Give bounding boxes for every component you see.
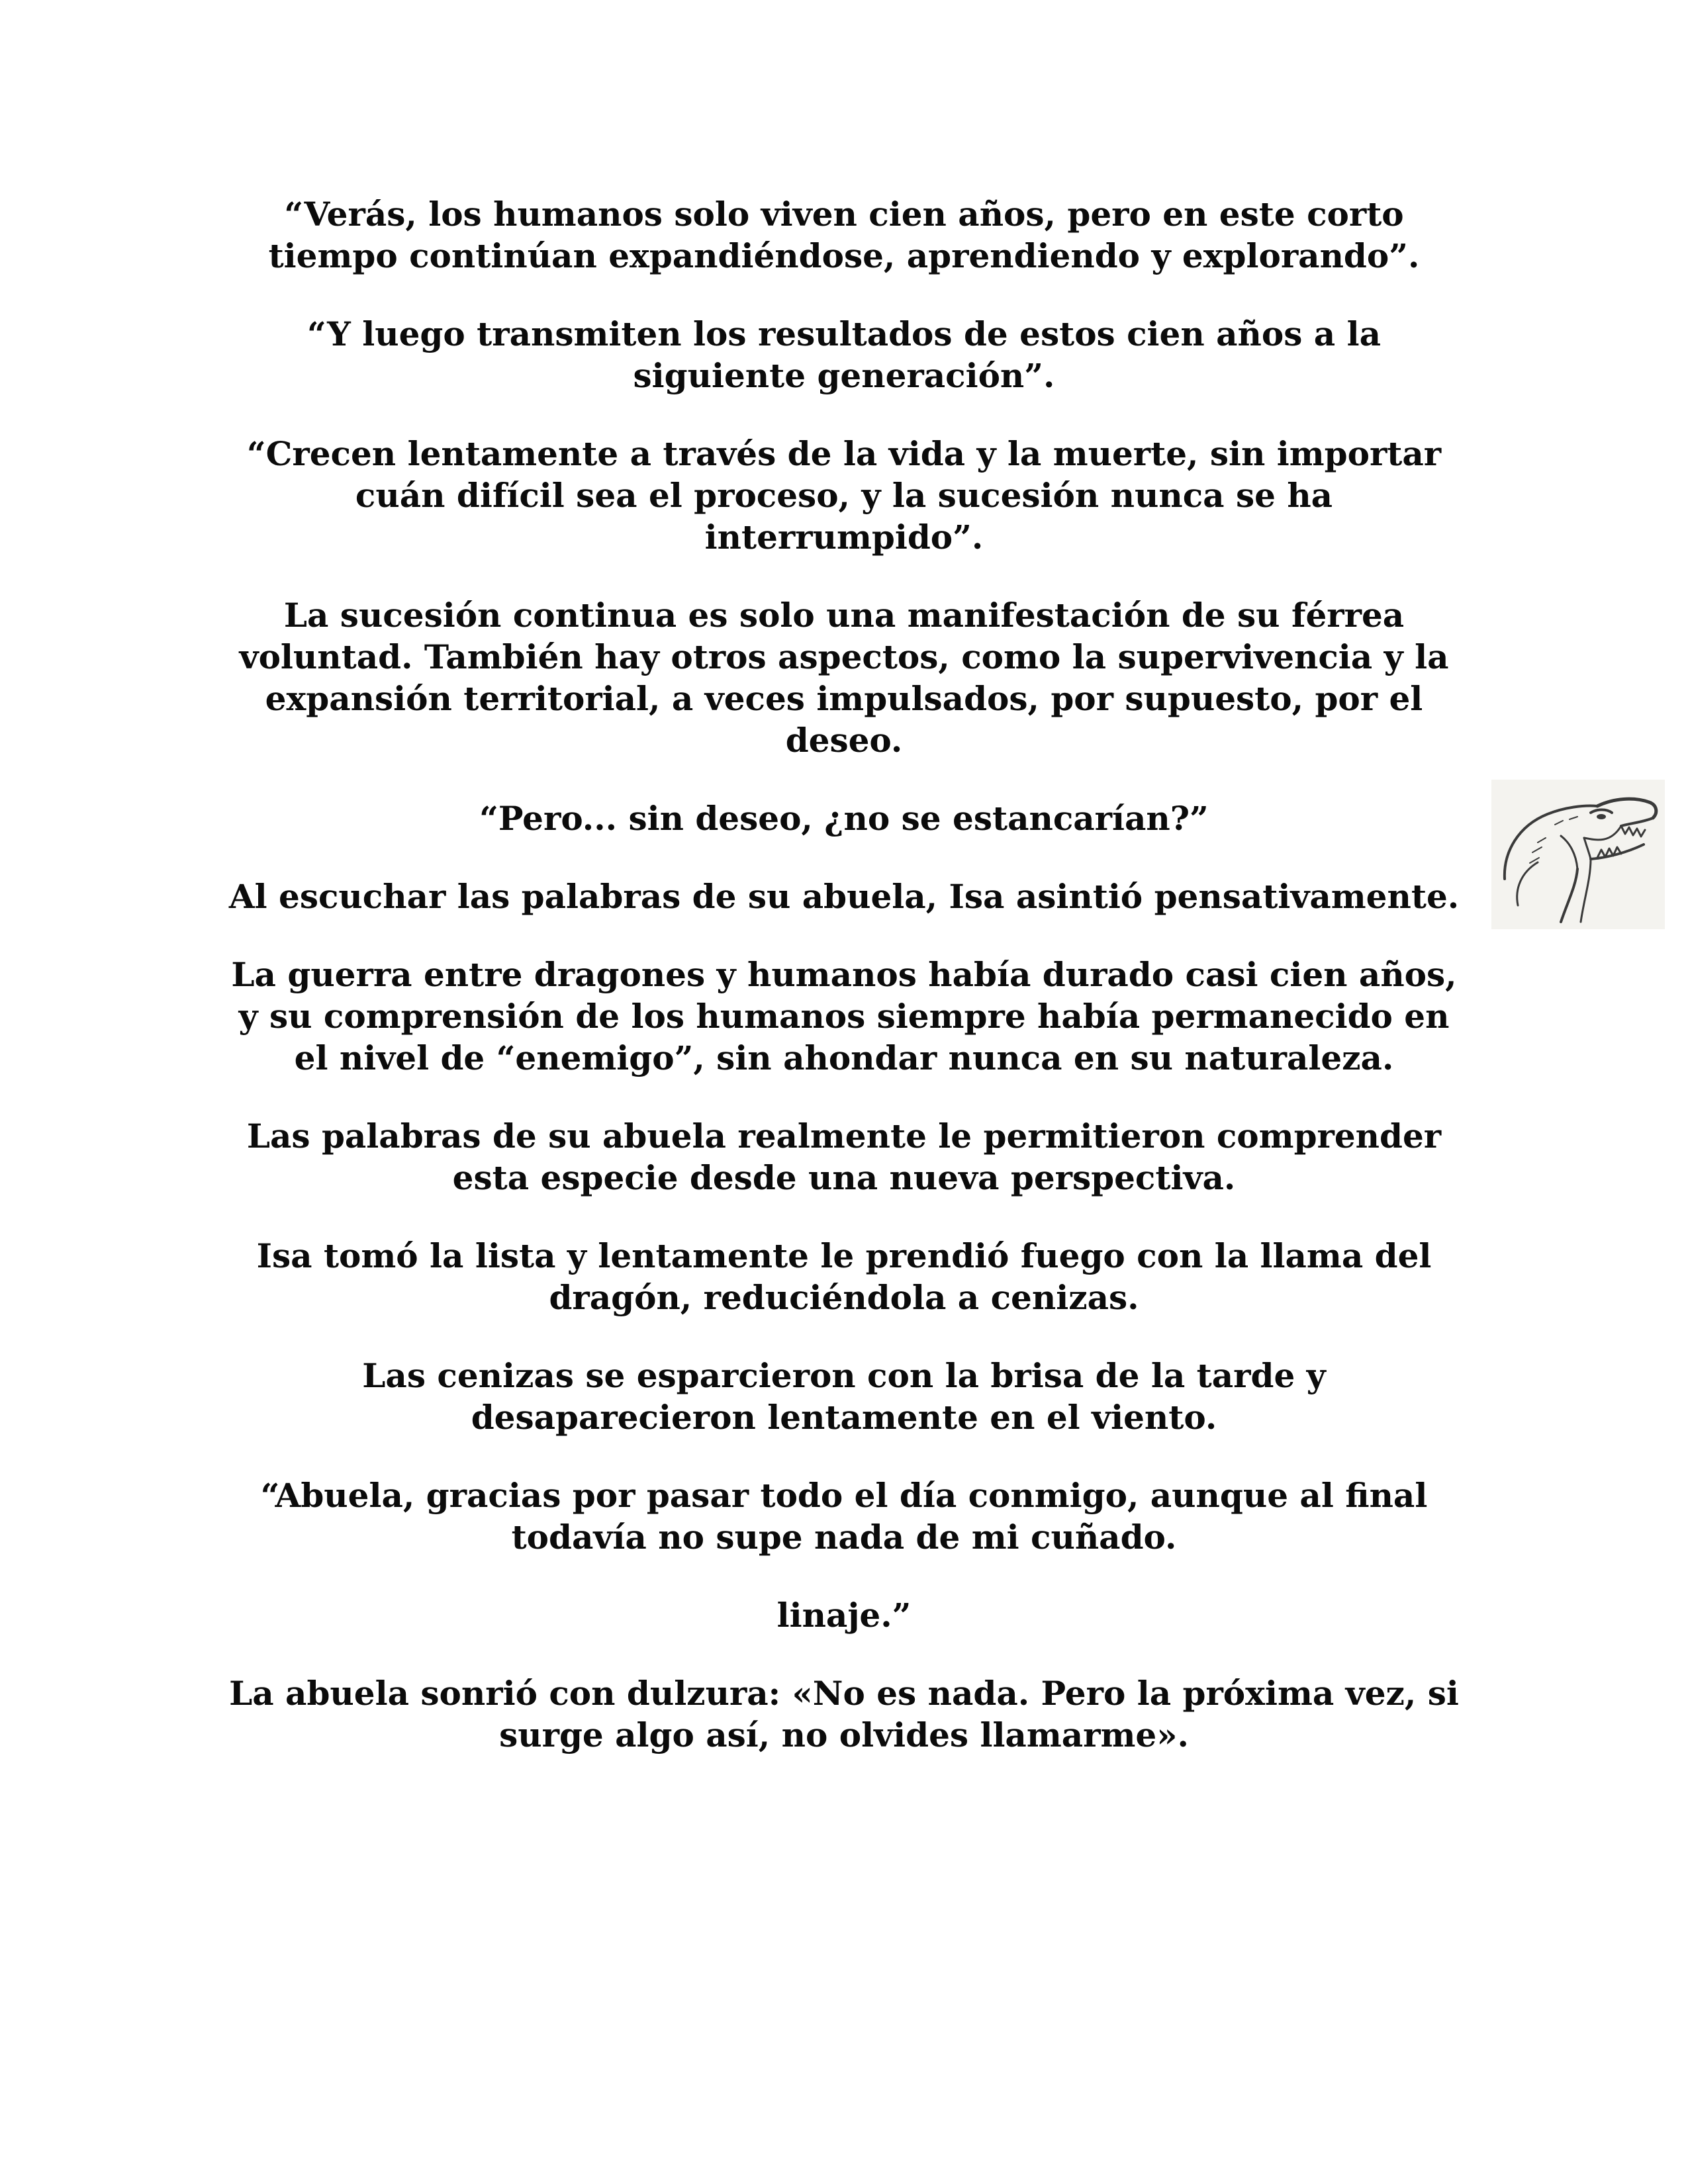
- paragraph-10: Las cenizas se esparcieron con la brisa de la tarde y desaparecieron lentamente en el viento.: [362, 1356, 1326, 1437]
- paragraph-1: “Verás, los humanos solo viven cien años, pero en este corto tiempo continúan expandiéndose, aprendiendo y explorando”.: [268, 195, 1420, 275]
- dragon-head-sketch-icon: [1491, 780, 1665, 929]
- paragraph-12: linaje.”: [776, 1596, 912, 1635]
- paragraph-9: Isa tomó la lista y lentamente le prendió fuego con la llama del dragón, reduciéndola a cenizas.: [256, 1236, 1432, 1317]
- paragraph-5: “Pero... sin deseo, ¿no se estancarían?”: [479, 799, 1209, 838]
- paragraph-2: “Y luego transmiten los resultados de estos cien años a la siguiente generación”.: [307, 314, 1381, 395]
- paragraph-13: La abuela sonrió con dulzura: «No es nada. Pero la próxima vez, si surge algo así, no olvides llamarme».: [229, 1674, 1459, 1754]
- paragraph-3: “Crecen lentamente a través de la vida y la muerte, sin importar cuán difícil sea el proceso, y la sucesión nunca se ha interrumpido”.: [246, 434, 1442, 557]
- paragraph-11: “Abuela, gracias por pasar todo el día conmigo, aunque al final todavía no supe nada de mi cuñado.: [260, 1476, 1428, 1557]
- paragraph-4: La sucesión continua es solo una manifestación de su férrea voluntad. También hay otros aspectos, como la supervivencia y la expansión territorial, a veces impulsados, por supuesto, por el deseo.: [239, 596, 1449, 760]
- paragraph-7: La guerra entre dragones y humanos había durado casi cien años, y su comprensión de los humanos siempre había permanecido en el nivel de “enemigo”, sin ahondar nunca en su naturaleza.: [231, 955, 1457, 1077]
- paragraph-8: Las palabras de su abuela realmente le permitieron comprender esta especie desde una nueva perspectiva.: [246, 1116, 1442, 1197]
- story-text: [225, 193, 1463, 1792]
- paragraph-6: Al escuchar las palabras de su abuela, Isa asintió pensativamente.: [228, 877, 1460, 916]
